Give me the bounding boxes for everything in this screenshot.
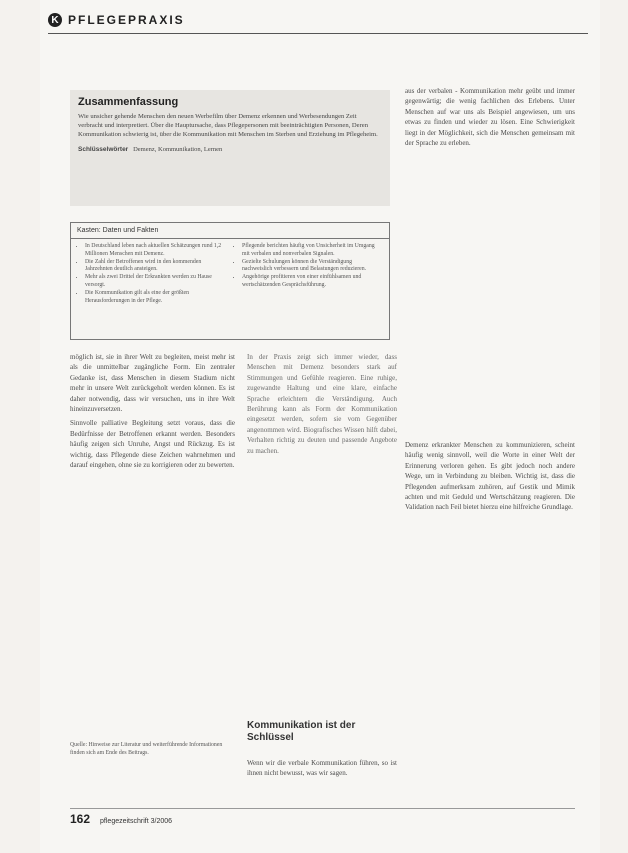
paragraph: Demenz erkrankter Menschen zu kommunizieren, scheint häufig wenig sinnvoll, weil die Worte in einer Welt der Erinnerung verloren gehen. Es gibt jedoch noch andere Wege, um in Verbindung zu bleiben. Wichtig ist, dass die Pflegenden aufmerksam zuhören, auf Gestik und Mimik achten und mit Geduld und Wertschätzung reagieren. Die Validation nach Feil bietet hierzu eine hilfreiche Grundlage. [405,441,575,512]
journal-name: pflegezeitschrift 3/2006 [100,818,173,825]
right-column-main [405,440,575,517]
section-rubric: PFLEGEPRAXIS [68,13,185,27]
list-item: • Die Kommunikation gilt als eine der größten Herausforderungen in der Pflege. [85,290,226,306]
header-rule [48,33,588,34]
page-header [48,10,185,30]
middle-column [247,352,397,460]
paragraph: Wenn wir die verbale Kommunikation führen, so ist ihnen nicht bewusst, was wir sagen. [247,759,397,778]
paragraph: Sinnvolle palliative Begleitung setzt voraus, dass die Bedürfnisse der Betroffenen erkannt werden. Besonders häufig zeigen sich Unruhe, Angst und Rückzug. Es ist wichtig, dass Pflegende diese Zeichen wahrnehmen und darauf eingehen, ohne sie zu korrigieren oder zu bewerten. [70,419,235,470]
middle-column-after [247,758,397,783]
keywords [78,146,382,153]
list-item: • In Deutschland leben nach aktuellen Schätzungen rund 1,2 Millionen Menschen mit Demenz. [85,243,226,259]
paragraph: In der Praxis zeigt sich immer wieder, dass Menschen mit Demenz besonders stark auf Stimmungen und Gefühle reagieren. Eine ruhige, zugewandte Haltung und eine klare, einfache Sprache erleichtern die Verständigung. Auch Berührung kann als Form der Kommunikation eingesetzt werden, sofern sie vom Gegenüber angenommen wird. Biografisches Wissen hilft dabei, Verhalten richtig zu deuten und passende Angebote zu machen. [247,353,397,455]
paragraph: möglich ist, sie in ihrer Welt zu begleiten, meist mehr ist als die unmittelbar zugängliche Form. Ein zentraler Gedanke ist, dass Menschen in diesem Stadium nicht mehr in unsere Welt zurückgeholt werden können. Es ist daher notwendig, dass wir versuchen, uns in ihre Welt hineinzuversetzen. [70,353,235,414]
list-item: • Angehörige profitieren von einer einfühlsamen und wertschätzenden Gesprächsführung. [242,274,383,290]
list-item: • Pflegende berichten häufig von Unsicherheit im Umgang mit verbalen und nonverbalen Signalen. [242,243,383,259]
abstract-title: Zusammenfassung [78,96,179,108]
footer-rule [70,808,575,809]
section-badge-icon: K [48,13,62,27]
list-item: • Die Zahl der Betroffenen wird in den kommenden Jahrzehnten deutlich ansteigen. [85,259,226,275]
footnote: Quelle: Hinweise zur Literatur und weiterführende Informationen finden sich am Ende des Beitrags. [70,742,223,756]
list-item: • Mehr als zwei Drittel der Erkrankten werden zu Hause versorgt. [85,274,226,290]
page-footer [70,812,172,826]
facts-left-list [77,243,226,305]
list-item: • Gezielte Schulungen können die Verständigung nachweislich verbessern und Belastungen reduzieren. [242,259,383,275]
keywords-label: Schlüsselwörter [78,145,129,153]
right-column-top [405,86,575,152]
facts-box [70,222,390,340]
page-number: 162 [70,812,91,826]
facts-box-title: Kasten: Daten und Fakten [71,223,389,239]
keywords-text: Demenz, Kommunikation, Lernen [133,145,223,153]
facts-right-list [234,243,383,305]
paragraph: aus der verbalen - Kommunikation mehr geübt und immer gegenwärtig; die wenig fachlichen des Erlebens. Unter Menschen auf war uns als Beispiel angewiesen, um uns etwas zu finden und wieder zu lösen. Eine Schwierigkeit liegt in der Möglichkeit, sich die Menschen gemeinsam mit der Sprache zu erleben. [405,87,575,148]
left-column [70,352,235,474]
abstract-text: Wie unsicher gehende Menschen den neuen Werbefilm über Demenz erkennen und Werbesendungen Zeit verbracht und interpretiert. Über die Hauptursache, dass Pflegepersonen mit beeinträchtigten Personen, Deren Kommunikation schwierig ist, über die Kommunikation mit Menschen im Sterben und Erziehung im Pflegeheim. [78,113,378,139]
abstract-box [70,90,390,206]
section-heading: Kommunikation ist der Schlüssel [247,720,356,743]
